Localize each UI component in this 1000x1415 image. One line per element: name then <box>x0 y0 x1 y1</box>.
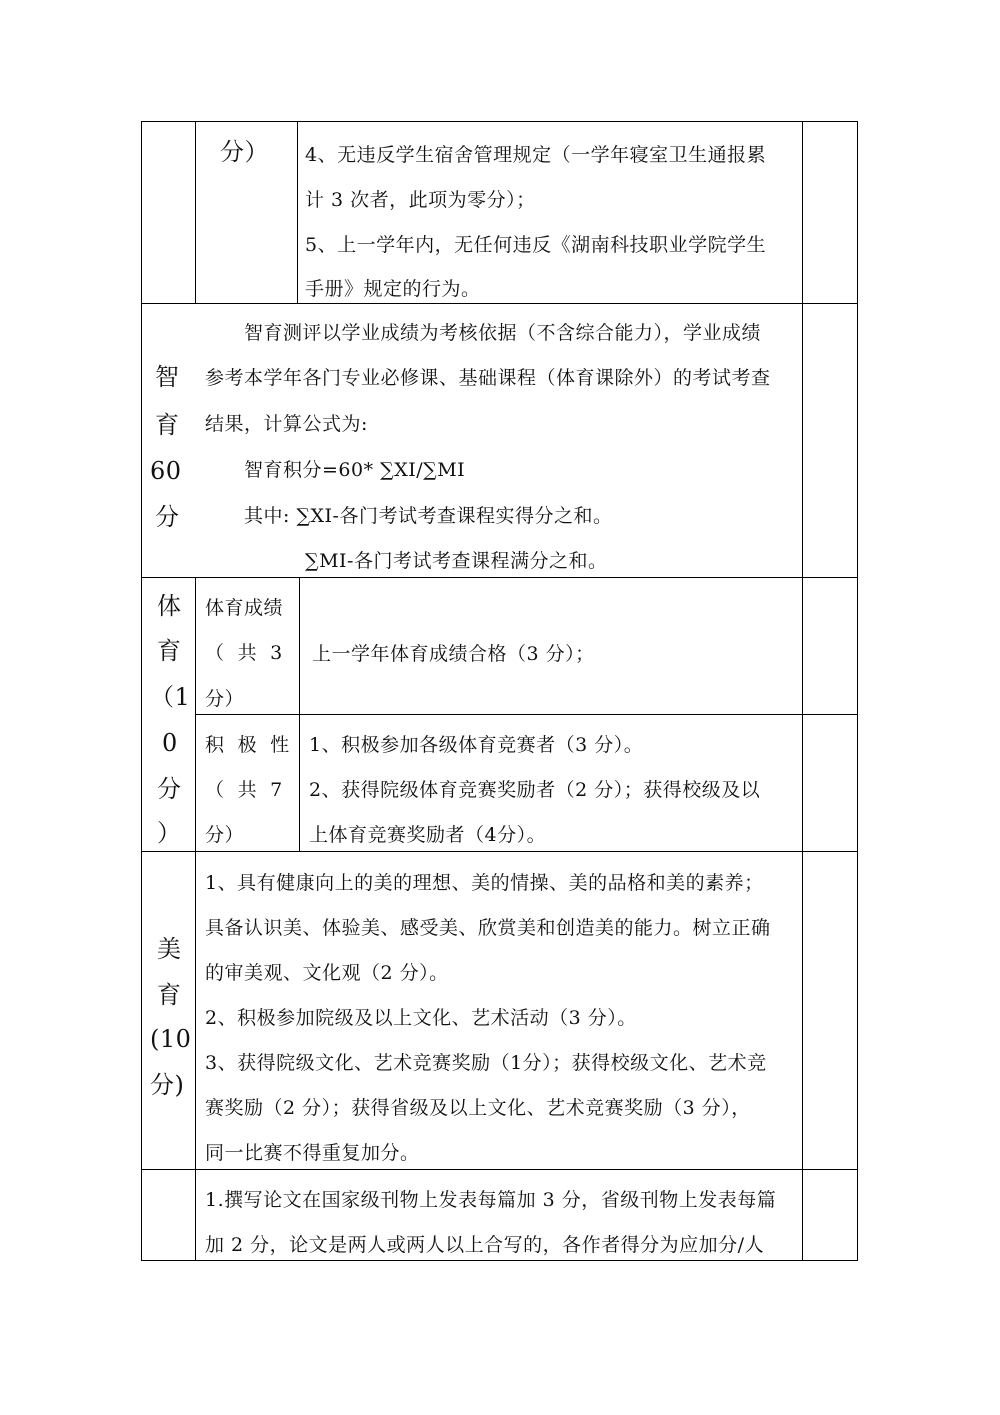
physical-sub1-label: 体育成绩 <box>205 597 284 619</box>
column-divider <box>195 121 196 304</box>
aesthetic-rule-line: 赛奖励（2 分）；获得省级及以上文化、艺术竞赛奖励（3 分）， <box>205 1097 751 1119</box>
physical-label: 0 <box>162 729 178 757</box>
conduct-rule-line: 4、无违反学生宿舍管理规定（一学年寝室卫生通报累 <box>305 144 767 166</box>
table-border <box>141 121 142 1261</box>
intellectual-rule-line: 结果，计算公式为: <box>205 413 368 435</box>
physical-label: 育 <box>157 637 182 665</box>
aesthetic-label: (10 <box>150 1025 192 1053</box>
row-divider <box>141 851 858 852</box>
aesthetic-label: 美 <box>157 935 182 963</box>
conduct-rule-line: 5、上一学年内，无任何违反《湖南科技职业学院学生 <box>305 234 767 256</box>
bonus-rule-line: 1.撰写论文在国家级刊物上发表每篇加 3 分，省级刊物上发表每篇 <box>205 1189 777 1211</box>
aesthetic-label: 育 <box>157 981 182 1009</box>
intellectual-label: 育 <box>155 411 180 439</box>
intellectual-rule-line: 参考本学年各门专业必修课、基础课程（体育课除外）的考试考查 <box>205 367 771 389</box>
physical-sub2-rule: 上体育竞赛奖励者（4分）。 <box>309 824 547 846</box>
physical-label: 体 <box>157 592 182 620</box>
aesthetic-rule-line: 1、具有健康向上的美的理想、美的情操、美的品格和美的素养； <box>205 872 764 894</box>
aesthetic-label: 分) <box>150 1071 185 1099</box>
physical-label: （1 <box>150 683 191 711</box>
column-divider <box>299 577 300 852</box>
row-divider <box>141 1169 858 1170</box>
intellectual-formula-note: ∑MI-各门考试考查课程满分之和。 <box>305 550 608 572</box>
physical-sub1-rule: 上一学年体育成绩合格（3 分）； <box>312 643 595 665</box>
intellectual-label: 60 <box>150 457 182 485</box>
table-border <box>857 121 858 1261</box>
physical-sub2-label: （ 共 7 <box>205 779 283 801</box>
row-divider <box>195 714 858 715</box>
physical-sub2-label: 积 极 性 <box>205 734 290 756</box>
aesthetic-rule-line: 具备认识美、体验美、感受美、欣赏美和创造美的能力。树立正确 <box>205 917 771 939</box>
intellectual-rule-line: 智育测评以学业成绩为考核依据（不含综合能力），学业成绩 <box>244 322 762 344</box>
physical-sub1-label: （ 共 3 <box>205 642 283 664</box>
aesthetic-rule-line: 同一比赛不得重复加分。 <box>205 1142 420 1164</box>
intellectual-formula-note: 其中: ∑XI-各门考试考查课程实得分之和。 <box>244 505 613 527</box>
physical-sub2-rule: 2、获得院级体育竞赛奖励者（2 分）；获得校级及以 <box>309 779 761 801</box>
intellectual-formula: 智育积分=60* ∑XI/∑MI <box>244 459 466 481</box>
column-divider <box>297 121 298 304</box>
column-divider <box>802 121 803 1261</box>
column-divider <box>195 577 196 1261</box>
physical-sub1-label: 分） <box>205 688 245 710</box>
physical-label: 分 <box>157 775 182 803</box>
aesthetic-rule-line: 2、积极参加院级及以上文化、艺术活动（3 分）。 <box>205 1007 637 1029</box>
intellectual-label: 分 <box>155 503 180 531</box>
row-divider <box>141 577 858 578</box>
physical-sub2-label: 分） <box>205 824 245 846</box>
physical-label: ） <box>157 819 182 847</box>
row-divider <box>141 303 858 304</box>
physical-sub2-rule: 1、积极参加各级体育竞赛者（3 分）。 <box>309 734 644 756</box>
conduct-sublabel-tail: 分） <box>220 138 269 166</box>
bonus-rule-line: 加 2 分，论文是两人或两人以上合写的，各作者得分为应加分/人 <box>205 1234 765 1256</box>
table-border <box>141 1260 858 1261</box>
conduct-rule-line: 手册》规定的行为。 <box>305 278 481 300</box>
table-border <box>141 121 858 122</box>
conduct-rule-line: 计 3 次者，此项为零分）； <box>305 189 536 211</box>
aesthetic-rule-line: 3、获得院级文化、艺术竞赛奖励（1分）；获得校级文化、艺术竞 <box>205 1052 767 1074</box>
intellectual-label: 智 <box>155 363 180 391</box>
aesthetic-rule-line: 的审美观、文化观（2 分）。 <box>205 962 449 984</box>
